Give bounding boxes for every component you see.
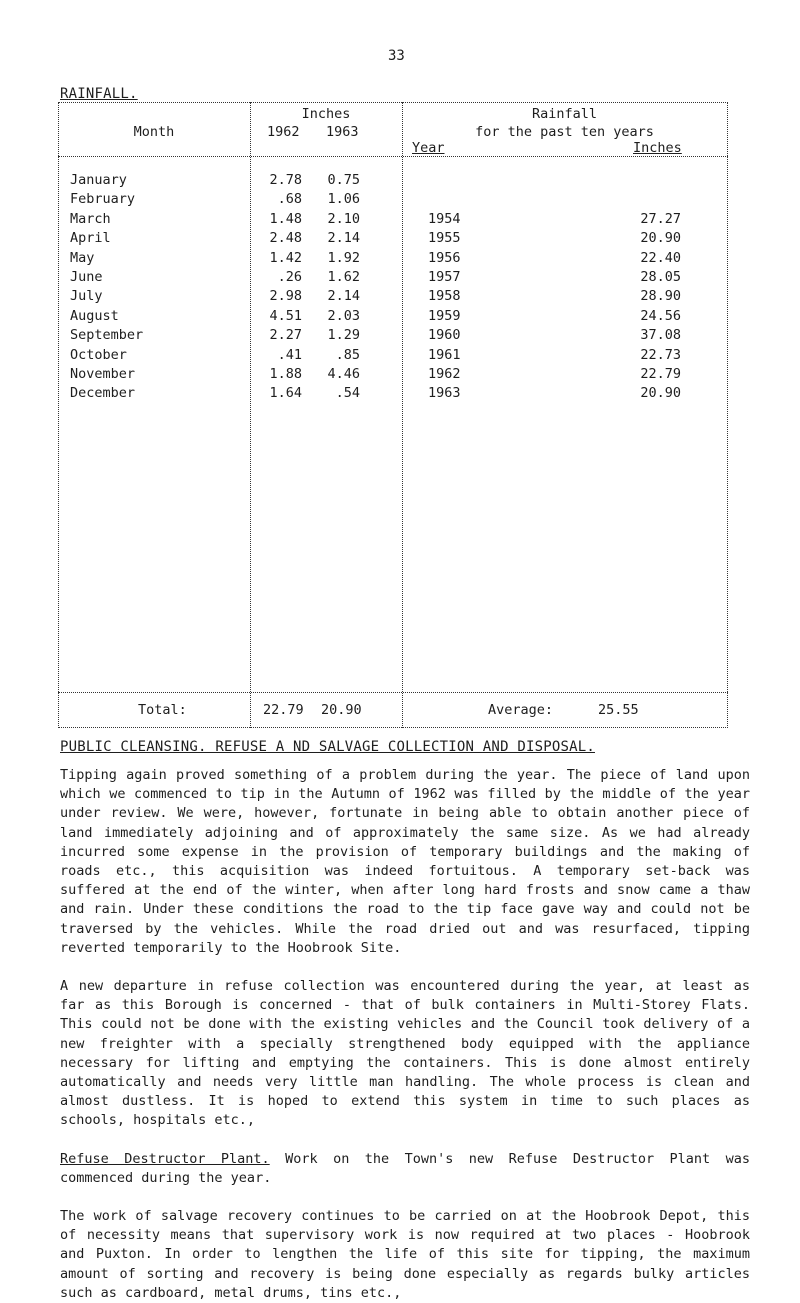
header-year: Year (412, 140, 445, 156)
header-month: Month (133, 124, 175, 140)
value-1962: 1.88 (269, 366, 302, 382)
ten-year-inches: 22.40 (640, 249, 681, 266)
total-label: Total: (138, 702, 187, 718)
paragraph-tipping: Tipping again proved something of a problem during the year. The piece of land upon which we commenced to tip in the Autumn of 1962 was filled by the middle of the year under review. We were, however, fortunate in being able to obtain another piece of land immediately adjoining and of approximately the same size. As we had already incurred some expense in the provision of temporary buildings and the making of roads etc., this acquisition was indeed fortuitous. A temporary set-back was suffered at the end of the winter, when after long hard frosts and snow came a thaw and rain. Under these conditions the road to the tip face gave way and could not be traversed by the vehicles. While the road dried out and was resurfaced, tipping reverted temporarily to the Hoobrook Site. (60, 767, 750, 956)
value-1962: 1.48 (269, 210, 302, 227)
value-1963: 2.10 (327, 210, 360, 227)
value-1963: 1.62 (327, 269, 360, 285)
ten-year-inches: 28.90 (640, 288, 681, 305)
value-1962: .26 (277, 269, 302, 285)
ten-year-year: 1955 (428, 230, 461, 247)
ten-year-year: 1958 (428, 288, 461, 305)
header-rainfall: Rainfall (531, 106, 598, 122)
month-name: May (70, 249, 95, 266)
month-name: September (70, 327, 144, 344)
table-bottom-rule (58, 727, 728, 728)
value-1963: 1.92 (327, 249, 360, 266)
ten-year-inches: 22.79 (640, 366, 681, 382)
value-1962: 2.78 (269, 172, 302, 188)
ten-year-inches: 20.90 (640, 230, 681, 247)
ten-year-inches: 22.73 (640, 346, 681, 363)
month-name: December (70, 385, 136, 402)
average-value: 25.55 (598, 702, 639, 718)
month-name: March (70, 210, 111, 227)
value-1962: 1.42 (269, 249, 302, 266)
month-name: February (70, 191, 136, 208)
header-rainfall-sub: for the past ten years (475, 124, 654, 140)
value-1963: 1.29 (327, 327, 360, 344)
ten-year-year: 1957 (428, 269, 461, 285)
rainfall-heading: RAINFALL. (60, 86, 138, 102)
value-1963: 2.14 (327, 230, 360, 247)
rainfall-table (58, 102, 728, 728)
value-1963: .85 (335, 346, 360, 363)
ten-year-year: 1960 (428, 327, 461, 344)
value-1963: 2.14 (327, 288, 360, 305)
ten-year-year: 1962 (428, 366, 461, 382)
total-1963: 20.90 (321, 702, 362, 718)
month-name: November (70, 366, 136, 382)
paragraph-salvage: The work of salvage recovery continues to be carried on at the Hoobrook Depot, this of necessity means that supervisory work is now required at two places - Hoobrook and Puxton. In order to lengthen the life of this site for tipping, the maximum amount of sorting and recovery is being done especially as regards bulky articles such as cardboard, metal drums, tins etc., (60, 1208, 750, 1301)
table-total-rule (58, 692, 728, 693)
ten-year-year: 1961 (428, 346, 461, 363)
value-1962: 4.51 (269, 307, 302, 324)
ten-year-inches: 20.90 (640, 385, 681, 402)
month-name: October (70, 346, 127, 363)
value-1963: 2.03 (327, 307, 360, 324)
ten-year-year: 1954 (428, 210, 461, 227)
table-header-rule (58, 156, 728, 157)
value-1962: 2.27 (269, 327, 302, 344)
value-1962: 1.64 (269, 385, 302, 402)
page-number: 33 (388, 48, 405, 64)
month-name: January (70, 172, 127, 188)
month-name: August (70, 307, 119, 324)
destructor-title: Refuse Destructor Plant. (60, 1151, 270, 1167)
destructor-body: Work on the Town's new Refuse Destructor Plant was commenced during the year. (60, 1151, 750, 1187)
table-divider-inches (402, 102, 403, 728)
value-1962: .68 (277, 191, 302, 208)
ten-year-inches: 28.05 (640, 269, 681, 285)
ten-year-inches: 24.56 (640, 307, 681, 324)
paragraph-bulk-containers: A new departure in refuse collection was encountered during the year, at least as far as this Borough is concerned - that of bulk containers in Multi-Storey Flats. This could not be done with the existing vehicles and the Council took delivery of a new freighter with a specially strengthened body equipped with the appliance necessary for lifting and emptying the containers. This is done almost entirely automatically and needs very little man handling. The whole process is clean and almost dustless. It is hoped to extend this system in time to such places as schools, hospitals etc., (60, 978, 750, 1129)
header-inches-ten-years: Inches (633, 140, 682, 156)
total-1962: 22.79 (263, 702, 304, 718)
average-label: Average: (488, 702, 554, 718)
table-top-rule (58, 102, 728, 103)
ten-year-year: 1963 (428, 385, 461, 402)
ten-year-year: 1959 (428, 307, 461, 324)
header-year-1963: 1963 (326, 124, 359, 140)
header-year-1962: 1962 (267, 124, 300, 140)
table-left-rule (58, 102, 59, 728)
ten-year-inches: 37.08 (640, 327, 681, 344)
value-1963: .54 (335, 385, 360, 402)
value-1963: 4.46 (327, 366, 360, 382)
month-name: April (70, 230, 111, 247)
cleansing-heading: PUBLIC CLEANSING. REFUSE A ND SALVAGE COLLECTION AND DISPOSAL. (60, 739, 595, 755)
ten-year-year: 1956 (428, 249, 461, 266)
value-1962: .41 (277, 346, 302, 363)
value-1963: 1.06 (327, 191, 360, 208)
value-1962: 2.98 (269, 288, 302, 305)
value-1963: 0.75 (327, 172, 360, 188)
month-name: June (70, 269, 103, 285)
table-right-rule (727, 102, 728, 728)
value-1962: 2.48 (269, 230, 302, 247)
header-inches: Inches (301, 106, 351, 122)
paragraph-destructor (60, 1150, 750, 1188)
month-name: July (70, 288, 103, 305)
ten-year-inches: 27.27 (640, 210, 681, 227)
table-divider-month (250, 102, 251, 728)
